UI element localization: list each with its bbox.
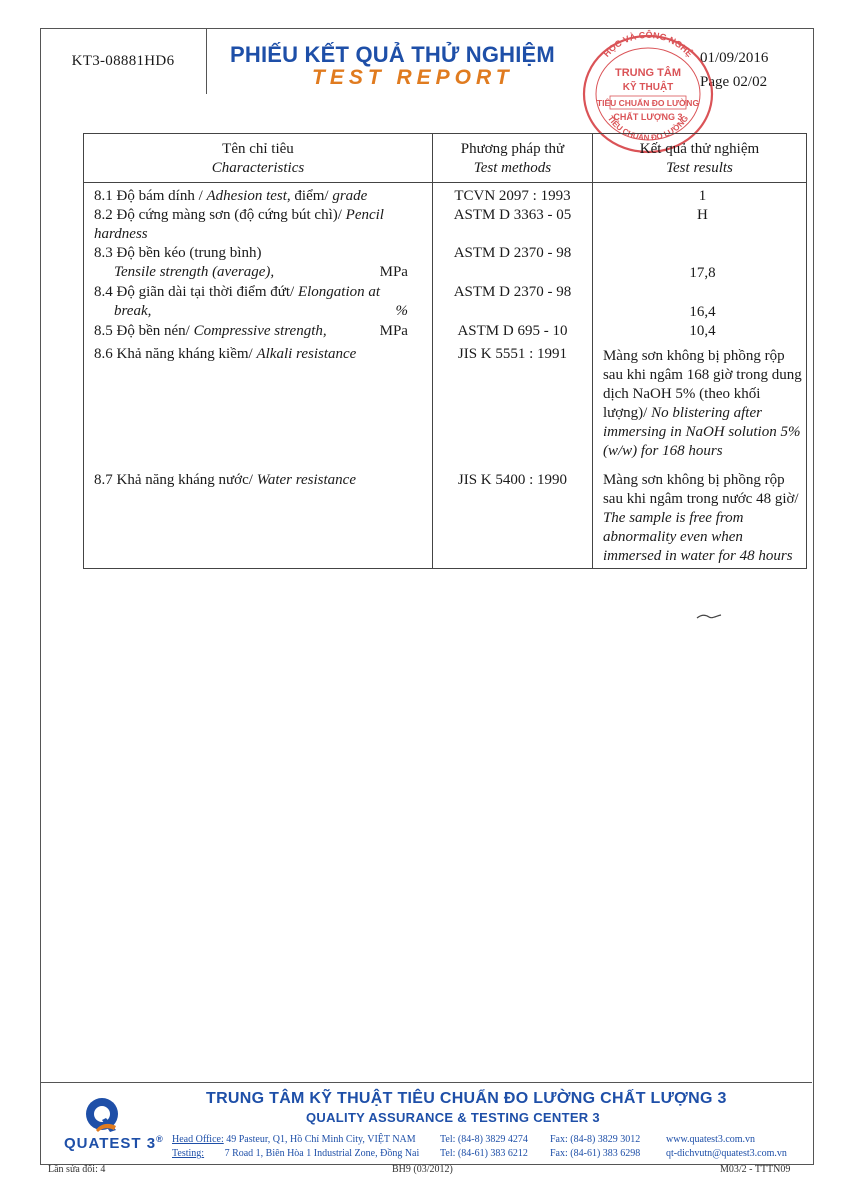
head-office-address: 49 Pasteur, Q1, Hồ Chí Minh City, VIỆT NAM xyxy=(226,1134,416,1145)
table-row xyxy=(84,283,807,322)
header-methods-vi: Phương pháp thử xyxy=(460,140,565,157)
char-vi: 8.3 Độ bền kéo (trung bình) xyxy=(94,245,262,261)
revision-number: Lần sửa đổi: 4 xyxy=(48,1164,106,1175)
svg-text:HỌC VÀ CÔNG NGHỆ xyxy=(601,29,695,59)
char-en: Compressive strength, xyxy=(193,323,327,339)
logo-registered-mark: ® xyxy=(156,1134,164,1144)
row-characteristic xyxy=(84,471,433,569)
head-office-line xyxy=(172,1134,416,1145)
table-header-row xyxy=(84,134,807,183)
header-results-vi: Kết quả thử nghiệm xyxy=(639,140,760,157)
row-characteristic xyxy=(84,322,433,341)
result-vi: Màng sơn không bị phồng rộp sau khi ngâm trong nước 48 giờ/ xyxy=(602,472,799,507)
result-en: No blistering after immersing in NaOH solution 5% (w/w) for 168 hours xyxy=(602,405,801,459)
organization-name-vi: TRUNG TÂM KỸ THUẬT TIÊU CHUẨN ĐO LƯỜNG CHẤT LƯỢNG 3 xyxy=(206,1090,727,1107)
row-characteristic xyxy=(84,341,433,471)
stamp-line-4: CHẤT LƯỢNG 3 xyxy=(613,112,683,122)
row-result xyxy=(592,471,806,569)
char-en: Pencil hardness xyxy=(94,207,384,242)
char-en: Water resistance xyxy=(256,472,356,488)
report-date: 01/09/2016 xyxy=(700,50,769,66)
footer-rule xyxy=(40,1082,812,1083)
char-en-2: break, xyxy=(114,303,152,319)
table-row xyxy=(84,471,807,569)
char-vi: 8.5 Độ bền nén/ xyxy=(94,323,194,339)
test-results-table xyxy=(83,133,807,569)
header-characteristics-vi: Tên chỉ tiêu xyxy=(222,140,294,157)
table-row xyxy=(84,341,807,471)
char-vi: 8.2 Độ cứng màng sơn (độ cứng bút chì)/ xyxy=(94,207,346,223)
header-results xyxy=(592,134,806,183)
header-results-en: Test results xyxy=(666,159,733,176)
header-characteristics-en: Characteristics xyxy=(211,159,305,176)
result-value: 16,4 xyxy=(689,304,716,320)
char-vi: 8.1 Độ bám dính / xyxy=(94,188,207,204)
char-unit: MPa xyxy=(379,323,408,339)
char-vi: 8.7 Khả năng kháng nước/ xyxy=(94,472,257,488)
row-result xyxy=(592,341,806,471)
row-characteristic xyxy=(84,183,433,207)
logo-text: QUATEST 3 xyxy=(64,1135,157,1152)
result-en: The sample is free from abnormality even when immersed in water for 48 hours xyxy=(602,510,793,564)
char-unit: MPa xyxy=(379,264,408,280)
email-link[interactable]: qt-dichvutn@quatest3.com.vn xyxy=(666,1148,787,1159)
testing-line xyxy=(172,1148,419,1159)
testing-address: 7 Road 1, Biên Hòa 1 Industrial Zone, Đồng Nai xyxy=(224,1148,420,1159)
document-id: KT3-08881HD6 xyxy=(40,28,207,94)
char-en: Adhesion test xyxy=(206,188,287,204)
testing-label: Testing: xyxy=(172,1148,205,1159)
signature-mark-icon xyxy=(696,612,722,620)
report-title-en: TEST REPORT xyxy=(312,66,514,89)
char-unit-vi: , điểm/ xyxy=(286,188,333,204)
result-value: 17,8 xyxy=(689,265,716,281)
row-method: JIS K 5551 : 1991 xyxy=(432,341,592,471)
char-vi: 8.6 Khả năng kháng kiềm/ xyxy=(94,346,257,362)
table-row xyxy=(84,206,807,244)
char-unit-en: grade xyxy=(332,188,368,204)
head-office-fax: Fax: (84-8) 3829 3012 xyxy=(550,1134,641,1145)
stamp-line-1: TRUNG TÂM xyxy=(615,67,681,79)
stamp-line-3: TIÊU CHUẨN ĐO LƯỜNG xyxy=(596,98,700,108)
testing-fax: Fax: (84-61) 383 6298 xyxy=(550,1148,641,1159)
row-result: H xyxy=(592,206,806,244)
row-characteristic xyxy=(84,244,433,283)
row-result: 10,4 xyxy=(592,322,806,341)
testing-tel: Tel: (84-61) 383 6212 xyxy=(440,1148,528,1159)
header-characteristics xyxy=(84,134,433,183)
char-line xyxy=(94,322,428,341)
header-methods-en: Test methods xyxy=(473,159,552,176)
char-en: Tensile strength (average), xyxy=(114,264,275,280)
head-office-label: Head Office: xyxy=(172,1134,224,1145)
char-en: Alkali resistance xyxy=(256,346,357,362)
row-result xyxy=(592,244,806,283)
char-en: Elongation at xyxy=(297,284,381,300)
row-result xyxy=(592,283,806,322)
char-sub-line xyxy=(94,302,428,321)
header-methods xyxy=(432,134,592,183)
row-method: JIS K 5400 : 1990 xyxy=(432,471,592,569)
char-unit: % xyxy=(395,303,408,319)
result-vi: Màng sơn không bị phồng rộp sau khi ngâm 168 giờ trong dung dịch NaOH 5% (theo khối lượng)/ xyxy=(602,348,802,421)
row-method: ASTM D 2370 - 98 xyxy=(432,244,592,283)
row-method: ASTM D 3363 - 05 xyxy=(432,206,592,244)
char-vi: 8.4 Độ giãn dài tại thời điểm đứt/ xyxy=(94,284,298,300)
head-office-tel: Tel: (84-8) 3829 4274 xyxy=(440,1134,528,1145)
table-row xyxy=(84,244,807,283)
table-row xyxy=(84,322,807,341)
report-title-vi: PHIẾU KẾT QUẢ THỬ NGHIỆM xyxy=(230,42,555,67)
stamp-arc-bottom: TIÊU CHUẨN ĐO LƯỜNG xyxy=(605,113,691,143)
form-code: BH9 (03/2012) xyxy=(392,1164,453,1175)
stamp-arc-top: HỌC VÀ CÔNG NGHỆ xyxy=(601,29,695,59)
logo-wordmark xyxy=(64,1134,164,1152)
row-method: TCVN 2097 : 1993 xyxy=(432,183,592,207)
row-characteristic xyxy=(84,283,433,322)
stamp-line-2: KỸ THUẬT xyxy=(622,82,674,93)
website-link[interactable]: www.quatest3.com.vn xyxy=(666,1134,756,1145)
form-reference: M03/2 - TTTN09 xyxy=(720,1164,791,1175)
row-method: ASTM D 2370 - 98 xyxy=(432,283,592,322)
organization-name-en: QUALITY ASSURANCE & TESTING CENTER 3 xyxy=(306,1110,600,1125)
char-sub-line xyxy=(94,263,428,282)
row-characteristic xyxy=(84,206,433,244)
table-row xyxy=(84,183,807,207)
row-result: 1 xyxy=(592,183,806,207)
page-number: Page 02/02 xyxy=(700,74,768,90)
row-method: ASTM D 695 - 10 xyxy=(432,322,592,341)
